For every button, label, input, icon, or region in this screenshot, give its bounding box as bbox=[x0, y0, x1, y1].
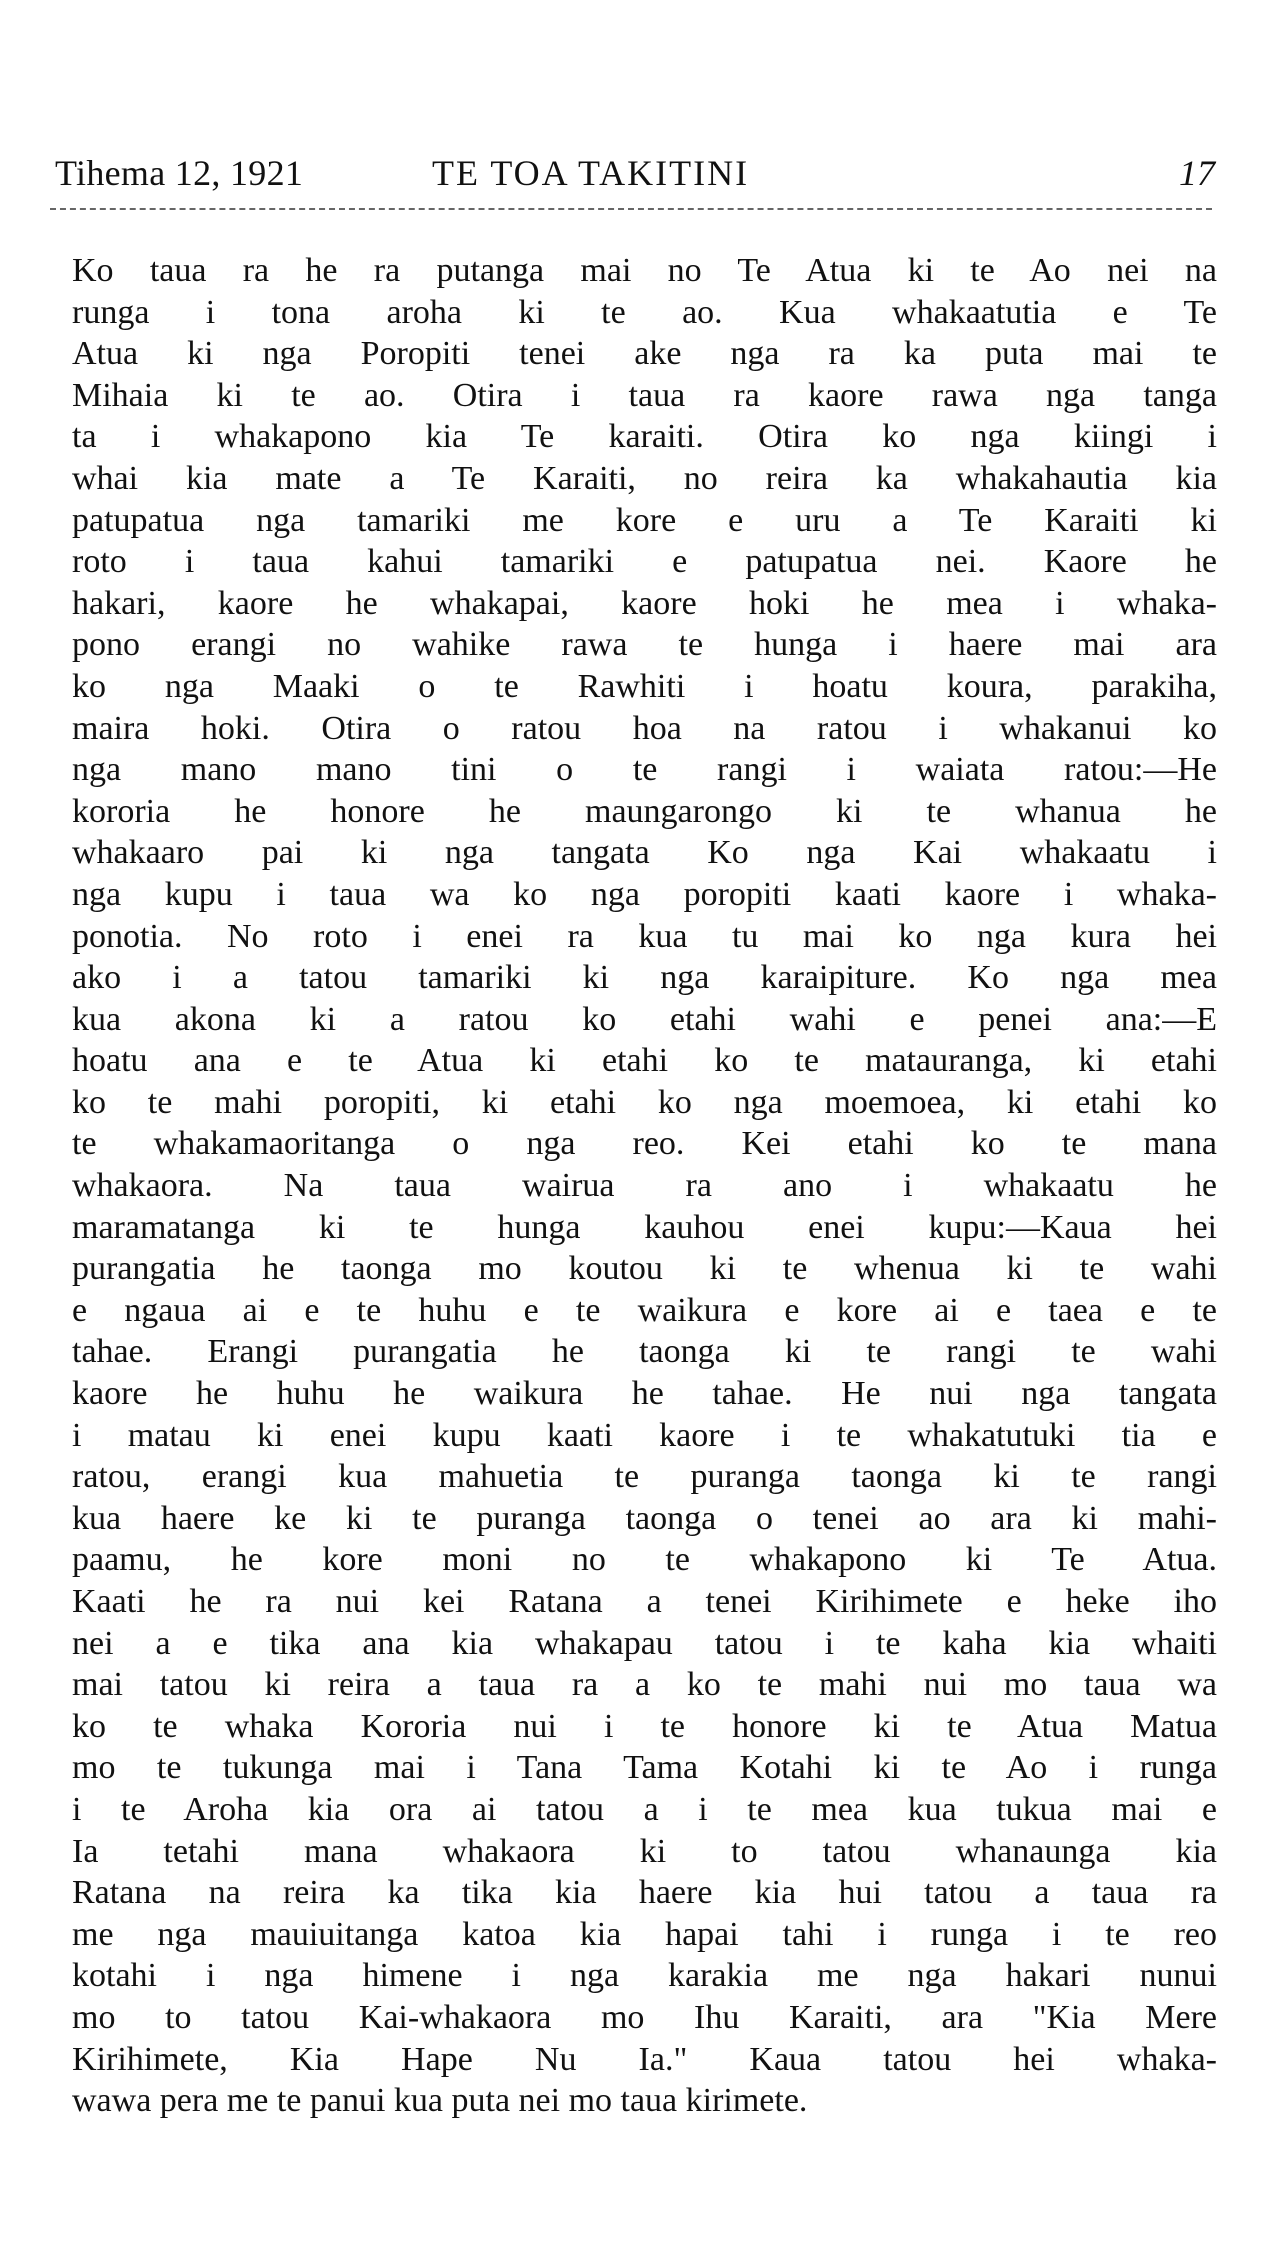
page-number: 17 bbox=[1179, 153, 1215, 193]
text-line: kua haere ke ki te puranga taonga o tenei ao ara ki mahi- bbox=[72, 1499, 1217, 1537]
text-line: Atua ki nga Poropiti tenei ake nga ra ka puta mai te bbox=[72, 335, 1217, 373]
text-line: nga kupu i taua wa ko nga poropiti kaati kaore i whaka- bbox=[72, 875, 1217, 913]
text-line: i matau ki enei kupu kaati kaore i te whakatutuki tia e bbox=[72, 1416, 1217, 1454]
text-line: kua akona ki a ratou ko etahi wahi e penei ana:—E bbox=[72, 1000, 1217, 1038]
text-line: Mihaia ki te ao. Otira i taua ra kaore rawa nga tanga bbox=[72, 376, 1217, 414]
text-line: ratou, erangi kua mahuetia te puranga taonga ki te rangi bbox=[72, 1458, 1217, 1496]
text-line: purangatia he taonga mo koutou ki te whenua ki te wahi bbox=[72, 1250, 1217, 1288]
text-line: i te Aroha kia ora ai tatou a i te mea kua tukua mai e bbox=[72, 1790, 1217, 1828]
text-line: kaore he huhu he waikura he tahae. He nui nga tangata bbox=[72, 1375, 1217, 1413]
text-line: Kirihimete, Kia Hape Nu Ia." Kaua tatou hei whaka- bbox=[72, 2040, 1217, 2078]
text-line: Ia tetahi mana whakaora ki to tatou whanaunga kia bbox=[72, 1832, 1217, 1870]
text-line: Ko taua ra he ra putanga mai no Te Atua ki te Ao nei na bbox=[72, 252, 1217, 289]
text-line: ko te whaka Kororia nui i te honore ki te Atua Matua bbox=[72, 1707, 1217, 1745]
text-line: roto i taua kahui tamariki e patupatua nei. Kaore he bbox=[72, 543, 1217, 581]
text-line: hoatu ana e te Atua ki etahi ko te matauranga, ki etahi bbox=[72, 1042, 1217, 1080]
header-date: Tihema 12, 1921 bbox=[55, 153, 304, 193]
body-paragraph bbox=[72, 250, 1217, 2122]
text-line: paamu, he kore moni no te whakapono ki Te Atua. bbox=[72, 1541, 1217, 1579]
text-line: e ngaua ai e te huhu e te waikura e kore ai e taea e te bbox=[72, 1291, 1217, 1329]
text-line: me nga mauiuitanga katoa kia hapai tahi i runga i te reo bbox=[72, 1915, 1217, 1953]
text-line: maramatanga ki te hunga kauhou enei kupu:—Kaua hei bbox=[72, 1208, 1217, 1246]
text-line: tahae. Erangi purangatia he taonga ki te rangi te wahi bbox=[72, 1333, 1217, 1371]
text-line: ponotia. No roto i enei ra kua tu mai ko nga kura hei bbox=[72, 917, 1217, 955]
header-rule bbox=[50, 208, 1212, 210]
text-line: nga mano mano tini o te rangi i waiata ratou:—He bbox=[72, 751, 1217, 789]
running-header bbox=[55, 152, 1215, 200]
text-line: Kaati he ra nui kei Ratana a tenei Kirihimete e heke iho bbox=[72, 1583, 1217, 1620]
text-line: kotahi i nga himene i nga karakia me nga hakari nunui bbox=[72, 1957, 1217, 1995]
text-line: mai tatou ki reira a taua ra a ko te mahi nui mo taua wa bbox=[72, 1666, 1217, 1704]
text-line: pono erangi no wahike rawa te hunga i haere mai ara bbox=[72, 626, 1217, 664]
text-line: patupatua nga tamariki me kore e uru a Te Karaiti ki bbox=[72, 501, 1217, 539]
text-line: whakaaro pai ki nga tangata Ko nga Kai whakaatu i bbox=[72, 834, 1217, 872]
text-line: whakaora. Na taua wairua ra ano i whakaatu he bbox=[72, 1167, 1217, 1205]
text-line: hakari, kaore he whakapai, kaore hoki he mea i whaka- bbox=[72, 584, 1217, 622]
text-line: ako i a tatou tamariki ki nga karaipiture. Ko nga mea bbox=[72, 959, 1217, 997]
text-line: ta i whakapono kia Te karaiti. Otira ko nga kiingi i bbox=[72, 418, 1217, 456]
text-line: ko nga Maaki o te Rawhiti i hoatu koura, parakiha, bbox=[72, 667, 1217, 705]
text-line: mo te tukunga mai i Tana Tama Kotahi ki te Ao i runga bbox=[72, 1749, 1217, 1787]
text-line: whai kia mate a Te Karaiti, no reira ka whakahautia kia bbox=[72, 459, 1217, 497]
text-line: wawa pera me te panui kua puta nei mo taua kirimete. bbox=[72, 2082, 808, 2120]
text-line: nei a e tika ana kia whakapau tatou i te kaha kia whaiti bbox=[72, 1624, 1217, 1662]
text-line: maira hoki. Otira o ratou hoa na ratou i whakanui ko bbox=[72, 709, 1217, 747]
header-title: TE TOA TAKITINI bbox=[432, 153, 750, 193]
text-line: Ratana na reira ka tika kia haere kia hui tatou a taua ra bbox=[72, 1874, 1217, 1912]
text-line: ko te mahi poropiti, ki etahi ko nga moemoea, ki etahi ko bbox=[72, 1083, 1217, 1121]
text-line: te whakamaoritanga o nga reo. Kei etahi ko te mana bbox=[72, 1125, 1217, 1163]
text-line: kororia he honore he maungarongo ki te whanua he bbox=[72, 792, 1217, 830]
text-line: mo to tatou Kai-whakaora mo Ihu Karaiti, ara "Kia Mere bbox=[72, 1998, 1217, 2036]
text-line: runga i tona aroha ki te ao. Kua whakaatutia e Te bbox=[72, 293, 1217, 331]
